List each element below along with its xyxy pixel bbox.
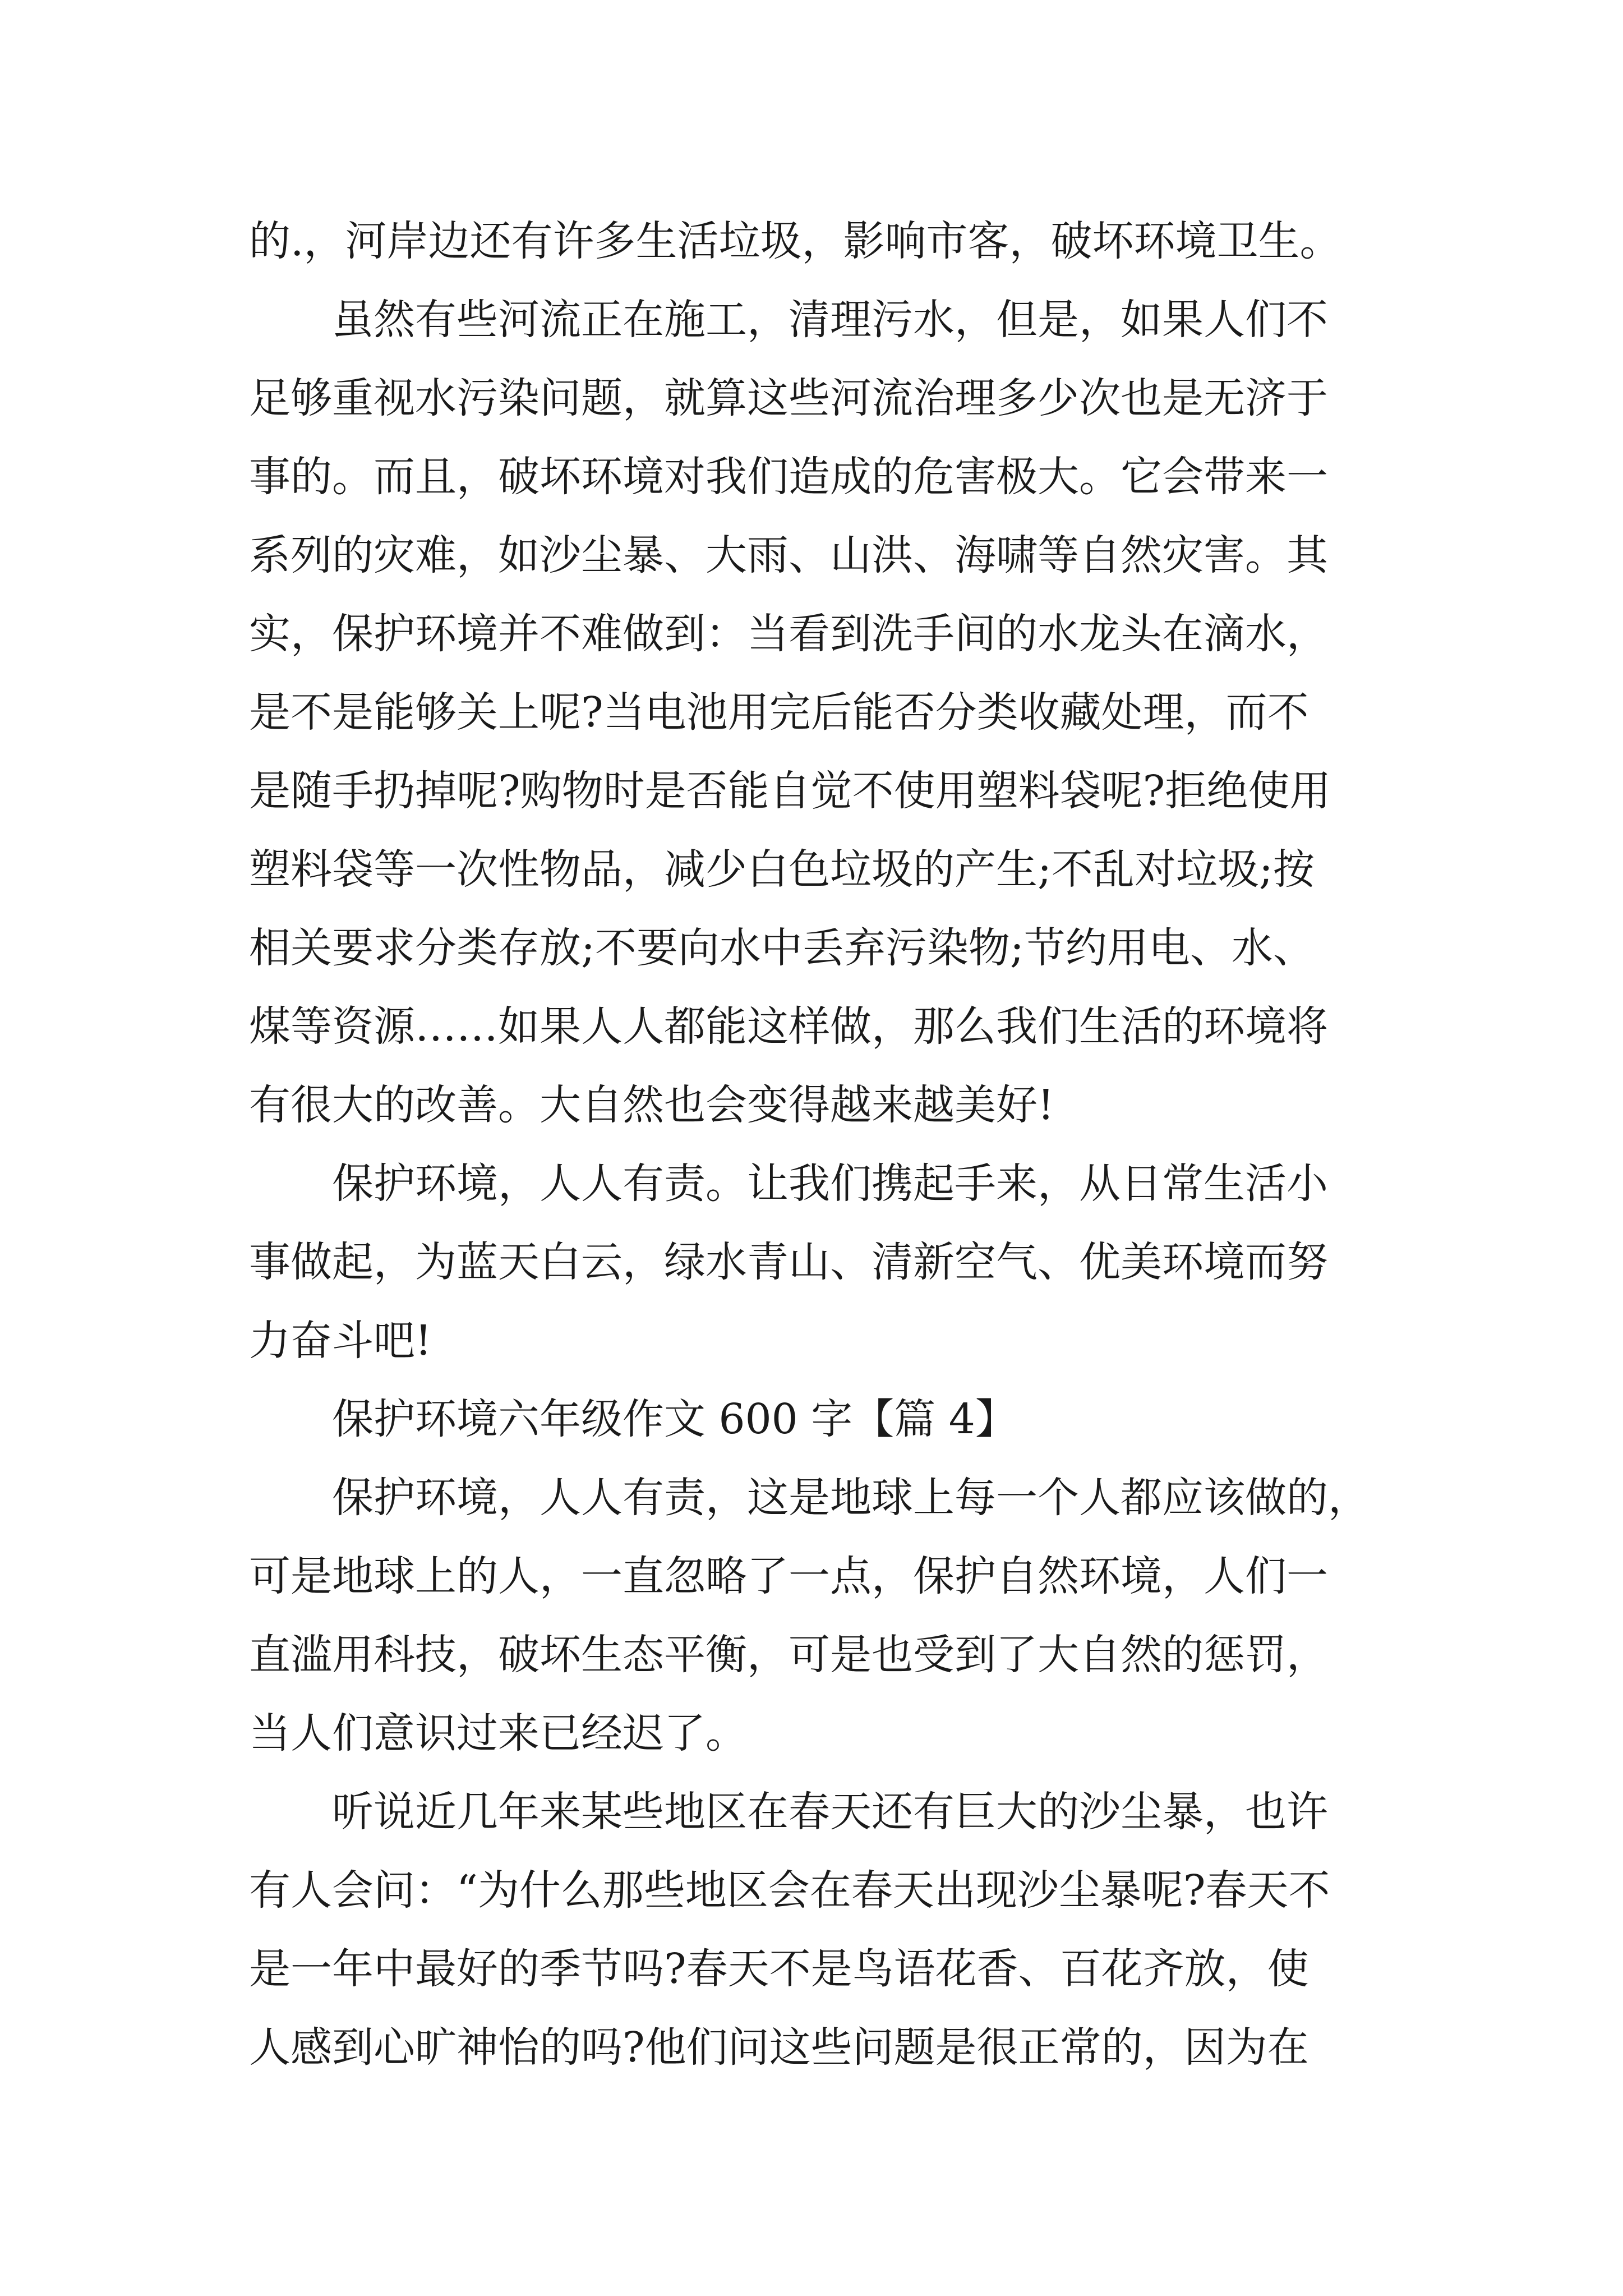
paragraph-start-line: 虽然有些河流正在施工，清理污水，但是，如果人们不 [332, 296, 1328, 344]
text-line: 力奋斗吧! [249, 1317, 432, 1365]
text-line: 是一年中最好的季节吗?春天不是鸟语花香、百花齐放，使 [249, 1945, 1309, 1993]
text-line: 有人会问：“为什么那些地区会在春天出现沙尘暴呢?春天不 [249, 1866, 1330, 1915]
paragraph-start-line: 听说近几年来某些地区在春天还有巨大的沙尘暴，也许 [332, 1788, 1328, 1836]
text-line: 人感到心旷神怡的吗?他们问这些问题是很正常的，因为在 [249, 2023, 1309, 2072]
text-line: 有很大的改善。大自然也会变得越来越美好! [249, 1081, 1054, 1129]
text-line: 是不是能够关上呢?当电池用完后能否分类收藏处理，而不 [249, 688, 1309, 737]
text-line: 相关要求分类存放;不要向水中丢弃污染物;节约用电、水、 [249, 924, 1315, 972]
text-line: 是随手扔掉呢?购物时是否能自觉不使用塑料袋呢?拒绝使用 [249, 767, 1331, 815]
text-line: 煤等资源……如果人人都能这样做，那么我们生活的环境将 [249, 1002, 1328, 1051]
text-line: 足够重视水污染问题，就算这些河流治理多少次也是无济于 [249, 374, 1328, 422]
text-line: 塑料袋等一次性物品，减少白色垃圾的产生;不乱对垃圾;按 [249, 845, 1315, 894]
text-line: 事的。而且，破坏环境对我们造成的危害极大。它会带来一 [249, 453, 1328, 501]
text-line: 可是地球上的人，一直忽略了一点，保护自然环境，人们一 [249, 1552, 1328, 1600]
paragraph-start-line: 保护环境，人人有责，这是地球上每一个人都应该做的， [332, 1474, 1370, 1522]
text-line: 事做起，为蓝天白云，绿水青山、清新空气、优美环境而努 [249, 1238, 1328, 1286]
paragraph-start-line: 保护环境，人人有责。让我们携起手来，从日常生活小 [332, 1159, 1328, 1208]
section-heading: 保护环境六年级作文 600 字【篇 4】 [332, 1395, 1017, 1443]
text-line: 的.，河岸边还有许多生活垃圾，影响市客，破坏环境卫生。 [249, 217, 1341, 265]
text-line: 当人们意识过来已经迟了。 [249, 1709, 747, 1757]
text-line: 系列的灾难，如沙尘暴、大雨、山洪、海啸等自然灾害。其 [249, 531, 1328, 579]
text-line: 直滥用科技，破坏生态平衡，可是也受到了大自然的惩罚， [249, 1631, 1328, 1679]
text-line: 实，保护环境并不难做到：当看到洗手间的水龙头在滴水， [249, 610, 1328, 658]
